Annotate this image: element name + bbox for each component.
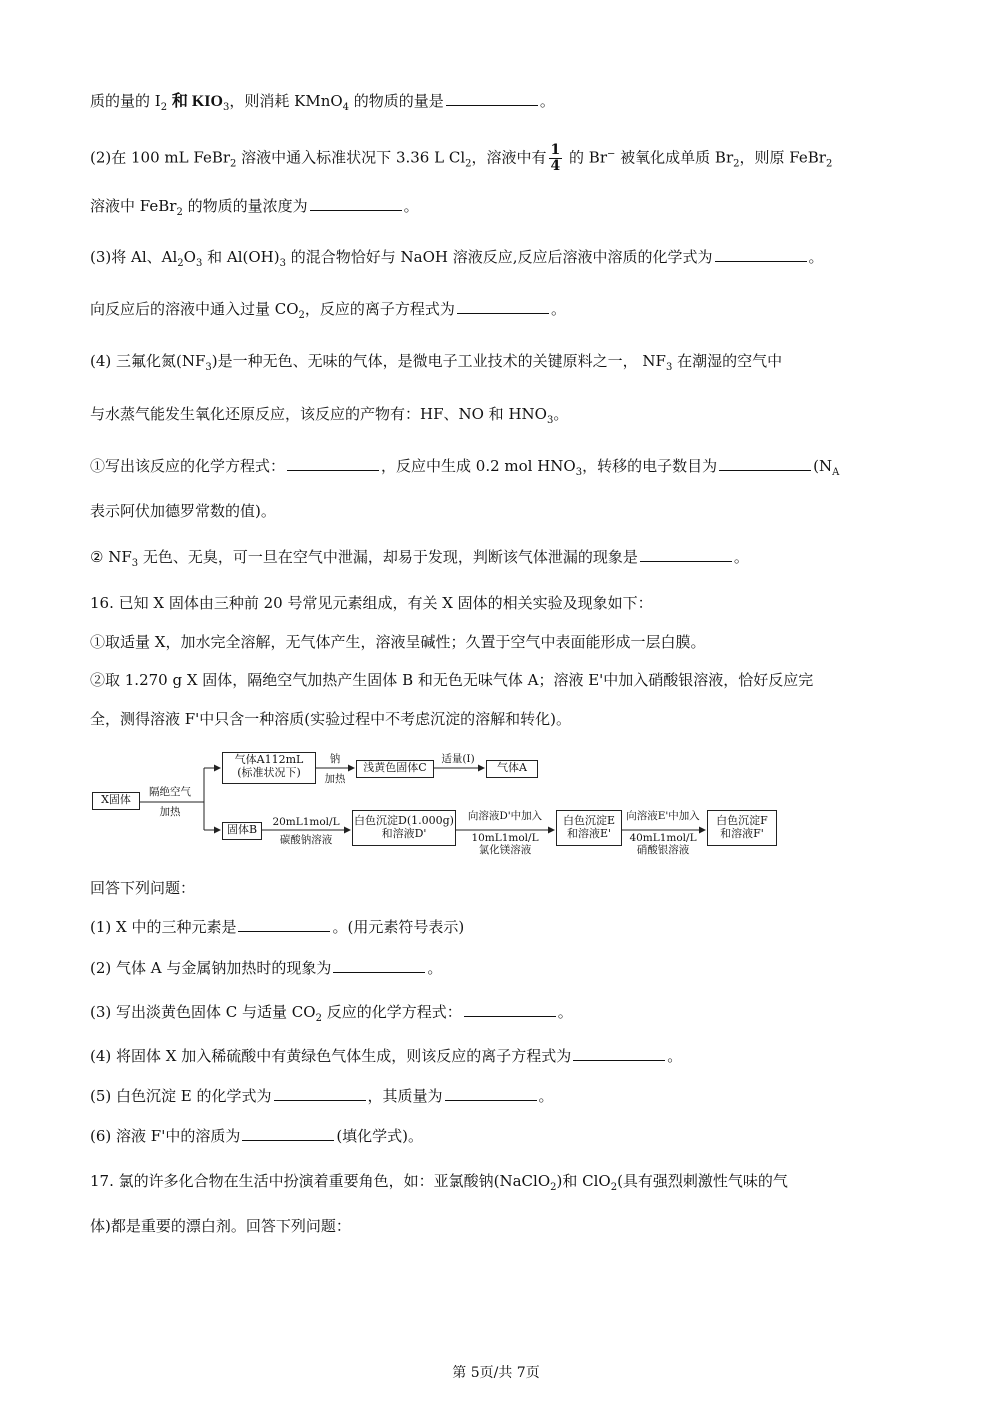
answer-blank[interactable] xyxy=(457,299,549,314)
answer-blank[interactable] xyxy=(573,1046,665,1061)
text-line: 质的量的 $I_2$ 和 $KIO_3$，则消耗 KMnO$_4$ 的物质的量是 。 xyxy=(90,92,555,113)
question-4-cont: 与水蒸气能发生氧化还原反应，该反应的产物有：HF、NO 和 $HNO_3$。 xyxy=(90,405,569,426)
box-gas-a: 气体A112mL (标准状况下) xyxy=(222,752,316,784)
answer-blank[interactable] xyxy=(715,247,807,262)
answer-blank[interactable] xyxy=(445,1086,537,1101)
box-precipitate-d: 白色沉淀D(1.000g) 和溶液D' xyxy=(352,810,456,846)
question-16-exp1: ①取适量 X，加水完全溶解，无气体产生，溶液呈碱性；久置于空气中表面能形成一层白膜。 xyxy=(90,633,706,651)
label-sodium: 钠 xyxy=(329,753,341,765)
question-2-cont: 溶液中 FeBr$_2$ 的物质的量浓度为 。 xyxy=(90,197,419,218)
flow-diagram xyxy=(92,750,782,860)
label-reagent-2-mid: 10mL1mol/L xyxy=(471,832,539,844)
answer-heading: 回答下列问题： xyxy=(90,879,196,897)
question-2: (2)在 100 mL FeBr$_2$ 溶液中通入标准状况下 3.36 L $Cl_2$，溶液中有 $\frac{1}{4}$ 的 Br− 被氧化成单质 $Br_2$，则原 FeBr$_2$ xyxy=(90,142,833,174)
label-isolate-air: 隔绝空气 xyxy=(149,786,191,798)
question-16-exp2-cont: 全，测得溶液 F'中只含一种溶质(实验过程中不考虑沉淀的溶解和转化)。 xyxy=(90,710,572,728)
page-footer: 第 5页/共 7页 xyxy=(452,1365,540,1381)
sub-question-5: (5) 白色沉淀 E 的化学式为 ，其质量为 。 xyxy=(90,1087,554,1105)
label-reagent-1-top: 20mL1mol/L xyxy=(272,816,340,828)
question-17: 17. 氯的许多化合物在生活中扮演着重要角色，如：亚氯酸钠(NaClO$_2$)和 ClO$_2$(具有强烈刺激性气味的气 xyxy=(90,1172,788,1193)
question-16-exp2: ②取 1.270 g X 固体，隔绝空气加热产生固体 B 和无色无味气体 A；溶液 E'中加入硝酸银溶液，恰好反应完 xyxy=(90,671,814,689)
label-reagent-2-top: 向溶液D'中加入 xyxy=(467,810,543,822)
sub-question-4: (4) 将固体 X 加入稀硫酸中有黄绿色气体生成，则该反应的离子方程式为 。 xyxy=(90,1047,683,1065)
box-x-solid: X固体 xyxy=(92,792,140,810)
answer-blank[interactable] xyxy=(333,958,425,973)
answer-blank[interactable] xyxy=(446,91,538,106)
label-reagent-1-bottom: 碳酸钠溶液 xyxy=(279,834,333,846)
answer-blank[interactable] xyxy=(310,196,402,211)
sub-question-6: (6) 溶液 F'中的溶质为 (填化学式)。 xyxy=(90,1127,424,1145)
label-heat-2: 加热 xyxy=(324,773,346,785)
label-reagent-3-bottom: 硝酸银溶液 xyxy=(636,844,690,856)
box-precipitate-e: 白色沉淀E 和溶液E' xyxy=(556,810,622,846)
answer-blank[interactable] xyxy=(640,547,732,562)
label-reagent-3-mid: 40mL1mol/L xyxy=(629,832,697,844)
box-pale-yellow-solid: 浅黄色固体C xyxy=(356,760,434,778)
question-4-2: ② $NF_3$ 无色、无臭，可一旦在空气中泄漏，却易于发现，判断该气体泄漏的现象是 。 xyxy=(90,548,749,569)
question-3: (3)将 Al、$Al_2O_3$ 和 $Al(OH)_3$ 的混合物恰好与 NaOH 溶液反应,反应后溶液中溶质的化学式为 。 xyxy=(90,248,824,269)
label-reagent-3-top: 向溶液E'中加入 xyxy=(626,810,700,822)
answer-blank[interactable] xyxy=(464,1002,556,1017)
fraction-one-quarter: $\frac{1}{4}$ xyxy=(550,142,561,174)
box-precipitate-f: 白色沉淀F 和溶液F' xyxy=(707,810,777,846)
box-gas-a-end: 气体A xyxy=(486,760,538,778)
answer-blank[interactable] xyxy=(287,456,379,471)
label-heat: 加热 xyxy=(159,806,181,818)
box-solid-b: 固体B xyxy=(222,822,262,840)
answer-blank[interactable] xyxy=(719,456,811,471)
question-17-cont: 体)都是重要的漂白剂。回答下列问题： xyxy=(90,1217,351,1235)
label-reagent-2-bottom: 氯化镁溶液 xyxy=(478,844,532,856)
question-4-1: ①写出该反应的化学方程式： ，反应中生成 0.2 mol $HNO_3$，转移的电子数目为 ($N_A$ xyxy=(90,457,840,478)
answer-blank[interactable] xyxy=(274,1086,366,1101)
question-3-cont: 向反应后的溶液中通入过量 $CO_2$，反应的离子方程式为 。 xyxy=(90,300,566,321)
question-4-1-cont: 表示阿伏加德罗常数的值)。 xyxy=(90,502,276,520)
sub-question-3: (3) 写出淡黄色固体 C 与适量 $CO_2$ 反应的化学方程式： 。 xyxy=(90,1003,573,1024)
question-4: (4) 三氟化氮$(NF_3)$是一种无色、无味的气体，是微电子工业技术的关键原料之一， $NF_3$ 在潮湿的空气中 xyxy=(90,352,783,373)
question-16-stem: 16. 已知 X 固体由三种前 20 号常见元素组成，有关 X 固体的相关实验及现象如下： xyxy=(90,594,653,612)
answer-blank[interactable] xyxy=(242,1126,334,1141)
label-proper-amount: 适量(I) xyxy=(441,753,475,765)
answer-blank[interactable] xyxy=(238,917,330,932)
sub-question-1: (1) X 中的三种元素是 。(用元素符号表示) xyxy=(90,918,465,936)
sub-question-2: (2) 气体 A 与金属钠加热时的现象为 。 xyxy=(90,959,443,977)
